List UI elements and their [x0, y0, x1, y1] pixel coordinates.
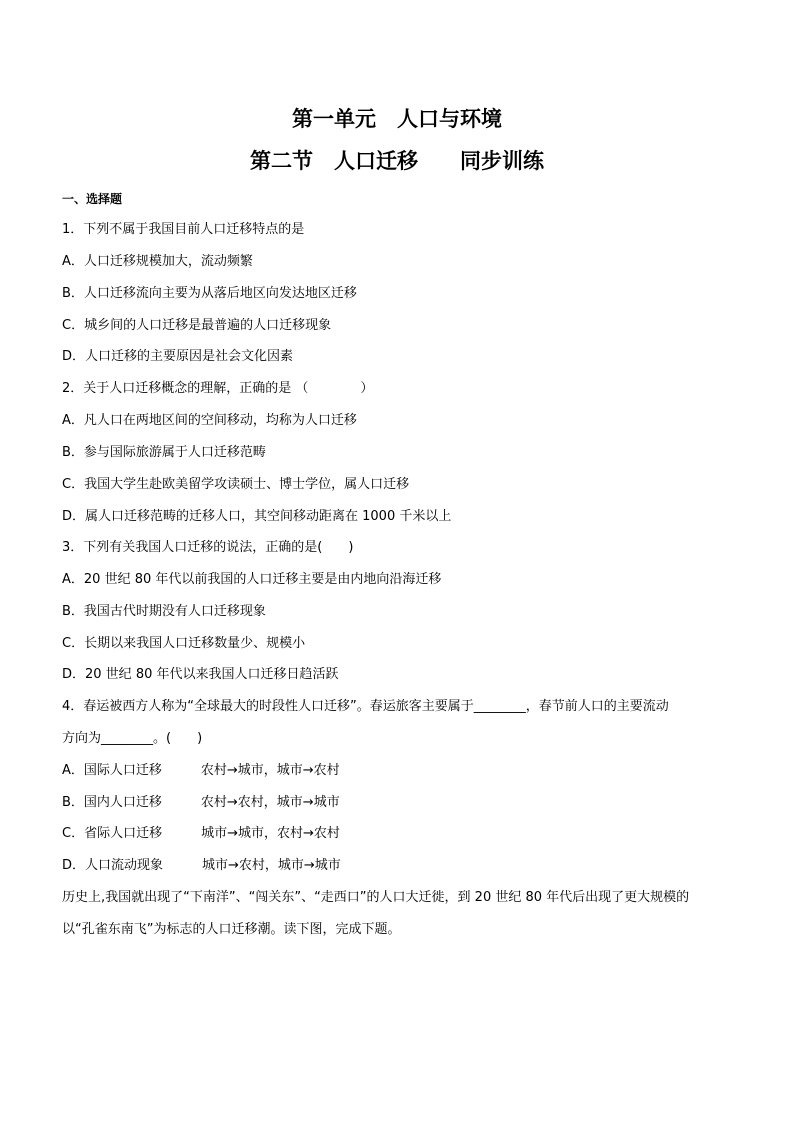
reading-passage: 以“孔雀东南飞”为标志的人口迁移潮。读下图，完成下题。: [62, 922, 401, 937]
answer-option: B．参与国际旅游属于人口迁移范畴: [62, 445, 266, 460]
question-stem: 2．关于人口迁移概念的理解，正确的是 （ ）: [62, 381, 374, 396]
section-heading: 一、选择题: [62, 192, 123, 206]
reading-passage: 历史上,我国就出现了“下南洋”、“闯关东”、“走西口”的人口大迁徙，到 20 世纪 80 年代后出现了更大规模的: [62, 890, 690, 905]
question-stem: 1．下列不属于我国目前人口迁移特点的是: [62, 222, 305, 237]
answer-option: B．人口迁移流向主要为从落后地区向发达地区迁移: [62, 286, 357, 301]
answer-option: A．20 世纪 80 年代以前我国的人口迁移主要是由内地向沿海迁移: [62, 572, 442, 587]
question-stem: 4．春运被西方人称为“全球最大的时段性人口迁移”。春运旅客主要属于________，春节前人口的主要流动: [62, 699, 669, 714]
answer-option: B．我国古代时期没有人口迁移现象: [62, 604, 266, 619]
question-stem: 3．下列有关我国人口迁移的说法，正确的是( ): [62, 540, 354, 555]
answer-option: C．城乡间的人口迁移是最普遍的人口迁移现象: [62, 318, 332, 333]
answer-option: A．凡人口在两地区间的空间移动，均称为人口迁移: [62, 413, 357, 428]
section-title: 第二节 人口迁移 同步训练: [250, 149, 544, 173]
answer-option: B．国内人口迁移 农村→农村，城市→城市: [62, 795, 340, 810]
answer-option: A．国际人口迁移 农村→城市，城市→农村: [62, 763, 340, 778]
question-stem-continued: 方向为________。( ): [62, 731, 203, 746]
answer-option: A．人口迁移规模加大，流动频繁: [62, 254, 253, 269]
answer-option: D．人口迁移的主要原因是社会文化因素: [62, 349, 294, 364]
answer-option: C．省际人口迁移 城市→城市，农村→农村: [62, 826, 340, 841]
answer-option: C．我国大学生赴欧美留学攻读硕士、博士学位，属人口迁移: [62, 477, 410, 492]
answer-option: C．长期以来我国人口迁移数量少、规模小: [62, 636, 306, 651]
answer-option: D．人口流动现象 城市→农村，城市→城市: [62, 858, 341, 873]
answer-option: D．属人口迁移范畴的迁移人口，其空间移动距离在 1000 千米以上: [62, 509, 452, 524]
answer-option: D．20 世纪 80 年代以来我国人口迁移日趋活跃: [62, 667, 339, 682]
unit-title: 第一单元 人口与环境: [292, 107, 502, 131]
